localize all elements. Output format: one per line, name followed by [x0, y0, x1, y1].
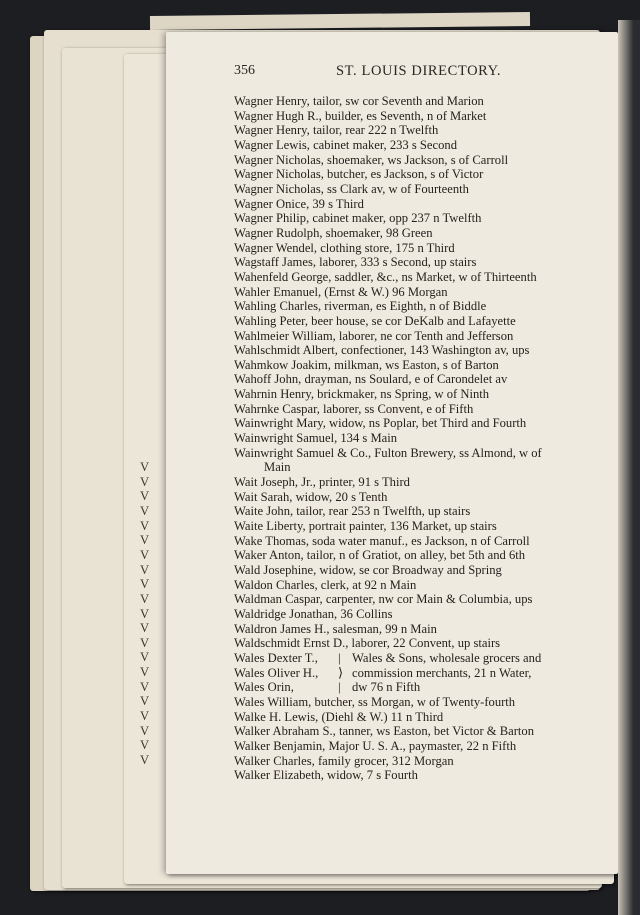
directory-entry: Wahling Charles, riverman, es Eighth, n of Biddle	[234, 299, 487, 314]
margin-letter: V	[140, 547, 150, 562]
margin-letter: V	[140, 606, 150, 621]
margin-letter: V	[140, 562, 150, 577]
directory-entry: Waker Anton, tailor, n of Gratiot, on alley, bet 5th and 6th	[234, 548, 526, 563]
running-head: ST. LOUIS DIRECTORY.	[336, 63, 502, 79]
directory-entry: Walker Abraham S., tanner, ws Easton, bet Victor & Barton	[234, 724, 535, 739]
directory-entry: Walke H. Lewis, (Diehl & W.) 11 n Third	[234, 709, 444, 724]
brace-text-line: dw 76 n Fifth	[352, 680, 421, 695]
directory-entry: Wagner Hugh R., builder, es Seventh, n of Market	[234, 108, 487, 123]
directory-entry: Wahoff John, drayman, ns Soulard, e of Carondelet av	[234, 372, 508, 387]
directory-entry: Waldron James H., salesman, 99 n Main	[234, 621, 437, 636]
directory-entry: Wahrnke Caspar, laborer, ss Convent, e of Fifth	[234, 401, 474, 416]
directory-entry: Wagner Nicholas, butcher, es Jackson, s of Victor	[234, 167, 484, 182]
margin-letter: V	[140, 591, 150, 606]
directory-entry: Waldschmidt Ernst D., laborer, 22 Convent, up stairs	[234, 636, 501, 651]
margin-letter: V	[140, 533, 150, 548]
brace-text-line: Wales & Sons, wholesale grocers and	[352, 650, 542, 665]
book-binding	[618, 20, 640, 915]
directory-entry: Wagner Henry, tailor, rear 222 n Twelfth	[234, 123, 439, 138]
margin-letter: V	[140, 474, 150, 489]
directory-entry: Walker Elizabeth, widow, 7 s Fourth	[234, 768, 418, 783]
margin-letter: V	[140, 650, 150, 665]
directory-entry: Wahrnin Henry, brickmaker, ns Spring, w of Ninth	[234, 387, 490, 402]
directory-entry: Walker Charles, family grocer, 312 Morgan	[234, 753, 454, 768]
brace-text-line: commission merchants, 21 n Water,	[352, 665, 532, 680]
directory-entry: Wahling Peter, beer house, se cor DeKalb and Lafayette	[234, 313, 516, 328]
margin-letter: V	[140, 503, 150, 518]
brace-name: Wales Oliver H.,	[234, 665, 319, 680]
directory-entry: Wahler Emanuel, (Ernst & W.) 96 Morgan	[234, 284, 448, 299]
directory-page	[166, 32, 618, 874]
margin-letter: V	[140, 460, 150, 474]
brace-name: Wales Dexter T.,	[234, 650, 318, 665]
directory-entry: Waite John, tailor, rear 253 n Twelfth, up stairs	[234, 504, 471, 519]
directory-entry: Wahlmeier William, laborer, ne cor Tenth and Jefferson	[234, 328, 514, 343]
directory-entry: Wahlschmidt Albert, confectioner, 143 Washington av, ups	[234, 343, 530, 358]
margin-letter: V	[140, 694, 150, 709]
margin-letter: V	[140, 723, 150, 738]
directory-entry: Wagner Lewis, cabinet maker, 233 s Second	[234, 137, 457, 152]
page-number: 356	[234, 63, 255, 78]
directory-entry: Wagner Henry, tailor, sw cor Seventh and Marion	[234, 94, 484, 108]
margin-letter: V	[140, 665, 150, 680]
directory-entry: Wagner Nicholas, ss Clark av, w of Fourteenth	[234, 181, 469, 196]
margin-letter: V	[140, 738, 150, 753]
brace-entry-group	[234, 651, 626, 695]
margin-letter: V	[140, 635, 150, 650]
brace-text	[352, 651, 541, 695]
directory-entry: Wainwright Samuel, 134 s Main	[234, 431, 398, 446]
margin-letter: V	[140, 753, 150, 767]
margin-letter: V	[140, 518, 150, 533]
directory-entry: Wait Joseph, Jr., printer, 91 s Third	[234, 475, 410, 490]
directory-entry: Waite Liberty, portrait painter, 136 Market, up stairs	[234, 519, 497, 534]
directory-entry: Main	[264, 460, 291, 475]
brace-glyph: | ⟩ |	[338, 649, 344, 695]
directory-entry: Wagner Philip, cabinet maker, opp 237 n Twelfth	[234, 211, 482, 226]
margin-letter: V	[140, 489, 150, 504]
margin-letter: V	[140, 709, 150, 724]
directory-entry: Wahmkow Joakim, milkman, ws Easton, s of Barton	[234, 357, 499, 372]
directory-entry: Wainwright Mary, widow, ns Poplar, bet Third and Fourth	[234, 416, 527, 431]
directory-entry: Wales William, butcher, ss Morgan, w of Twenty-fourth	[234, 694, 516, 709]
directory-entry: Wagner Wendel, clothing store, 175 n Third	[234, 240, 455, 255]
directory-entry: Waldman Caspar, carpenter, nw cor Main & Columbia, ups	[234, 592, 533, 607]
margin-letter: V	[140, 577, 150, 592]
directory-entry: Wahenfeld George, saddler, &c., ns Market, w of Thirteenth	[234, 269, 537, 284]
directory-entry: Wait Sarah, widow, 20 s Tenth	[234, 489, 388, 504]
paper-strip	[150, 12, 530, 30]
directory-entry: Wald Josephine, widow, se cor Broadway and Spring	[234, 563, 502, 577]
directory-entry: Wagner Onice, 39 s Third	[234, 196, 364, 211]
brace-name: Wales Orin,	[234, 680, 294, 695]
directory-entry: Wake Thomas, soda water manuf., es Jackson, n of Carroll	[234, 533, 530, 548]
brace-names	[234, 651, 318, 695]
directory-entry: Walker Benjamin, Major U. S. A., paymaster, 22 n Fifth	[234, 738, 517, 753]
entry-list	[234, 94, 626, 783]
directory-entry: Wagner Rudolph, shoemaker, 98 Green	[234, 225, 433, 240]
directory-entry: Wagner Nicholas, shoemaker, ws Jackson, s of Carroll	[234, 152, 509, 167]
directory-entry: Wainwright Samuel & Co., Fulton Brewery, ss Almond, w of	[234, 445, 542, 460]
margin-letter: V	[140, 679, 150, 694]
directory-entry: Wagstaff James, laborer, 333 s Second, up stairs	[234, 255, 477, 270]
directory-entry: Waldon Charles, clerk, at 92 n Main	[234, 577, 417, 592]
directory-entry: Waldridge Jonathan, 36 Collins	[234, 606, 393, 621]
margin-letter: V	[140, 621, 150, 636]
